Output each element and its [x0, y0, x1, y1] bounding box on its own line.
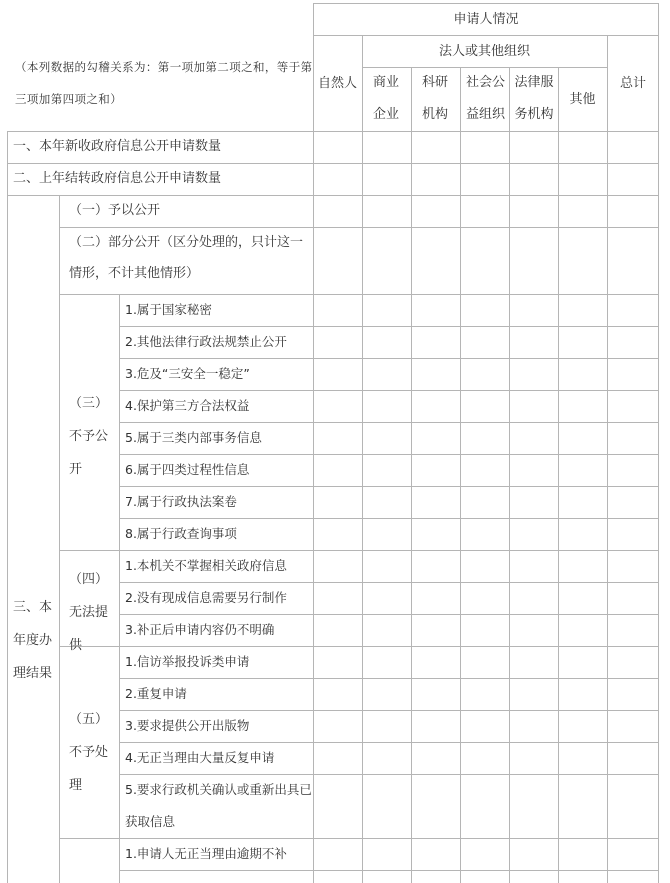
label-not-disclose: （三）不予公开	[69, 396, 109, 477]
header-business-enterprise: 商业企业	[372, 75, 399, 122]
sub-item-unable-1: 1.本机关不掌握相关政府信息	[125, 558, 287, 573]
sub-item-not-disclose-8: 8.属于行政查询事项	[125, 526, 237, 541]
header-total: 总计	[619, 75, 646, 91]
header-other: 其他	[569, 91, 596, 107]
sub-item-other-partial-1: 1.申请人无正当理由逾期不补	[125, 846, 287, 861]
header-logic-note: （本列数据的勾稽关系为：第一项加第二项之和，等于第三项加第四项之和）	[15, 60, 313, 106]
sub-item-not-process-5: 5.要求行政机关确认或重新出具已获取信息	[125, 782, 312, 829]
sub-item-not-disclose-4: 4.保护第三方合法权益	[125, 398, 250, 413]
sub-item-not-process-2: 2.重复申请	[125, 686, 187, 701]
header-applicant-situation: 申请人情况	[453, 11, 519, 27]
sub-item-not-disclose-6: 6.属于四类过程性信息	[125, 462, 250, 477]
sub-item-not-disclose-2: 2.其他法律行政法规禁止公开	[125, 334, 287, 349]
header-research-institution: 科研机构	[421, 75, 448, 122]
sub-item-not-disclose-7: 7.属于行政执法案卷	[125, 494, 237, 509]
sub-item-unable-2: 2.没有现成信息需要另行制作	[125, 590, 287, 605]
sub-item-unable-3: 3.补正后申请内容仍不明确	[125, 622, 275, 637]
header-social-welfare-org: 社会公益组织	[465, 75, 505, 122]
sub-item-not-disclose-1: 1.属于国家秘密	[125, 302, 212, 317]
row-new-requests: 一、本年新收政府信息公开申请数量	[13, 139, 222, 154]
row-results-label: 三、本年度办理结果	[13, 600, 53, 681]
sub-item-not-disclose-5: 5.属于三类内部事务信息	[125, 430, 262, 445]
sub-item-not-process-1: 1.信访举报投诉类申请	[125, 654, 250, 669]
row-carried-over: 二、上年结转政府信息公开申请数量	[13, 171, 222, 186]
header-natural-person: 自然人	[317, 75, 357, 91]
sub-item-not-process-3: 3.要求提供公开出版物	[125, 718, 250, 733]
sub-item-not-process-4: 4.无正当理由大量反复申请	[125, 750, 275, 765]
label-not-process: （五）不予处理	[69, 712, 109, 793]
header-legal-service-org: 法律服务机构	[514, 75, 554, 122]
sub-item-not-disclose-3: 3.危及“三安全一稳定”	[125, 366, 250, 381]
disclosure-statistics-table	[7, 3, 659, 883]
header-legal-or-other-org: 法人或其他组织	[438, 43, 530, 59]
label-unable-provide: （四）无法提供	[69, 572, 109, 653]
row-disclose: （一）予以公开	[69, 203, 161, 218]
row-partial-disclose: （二）部分公开（区分处理的，只计这一情形，不计其他情形）	[69, 235, 304, 281]
